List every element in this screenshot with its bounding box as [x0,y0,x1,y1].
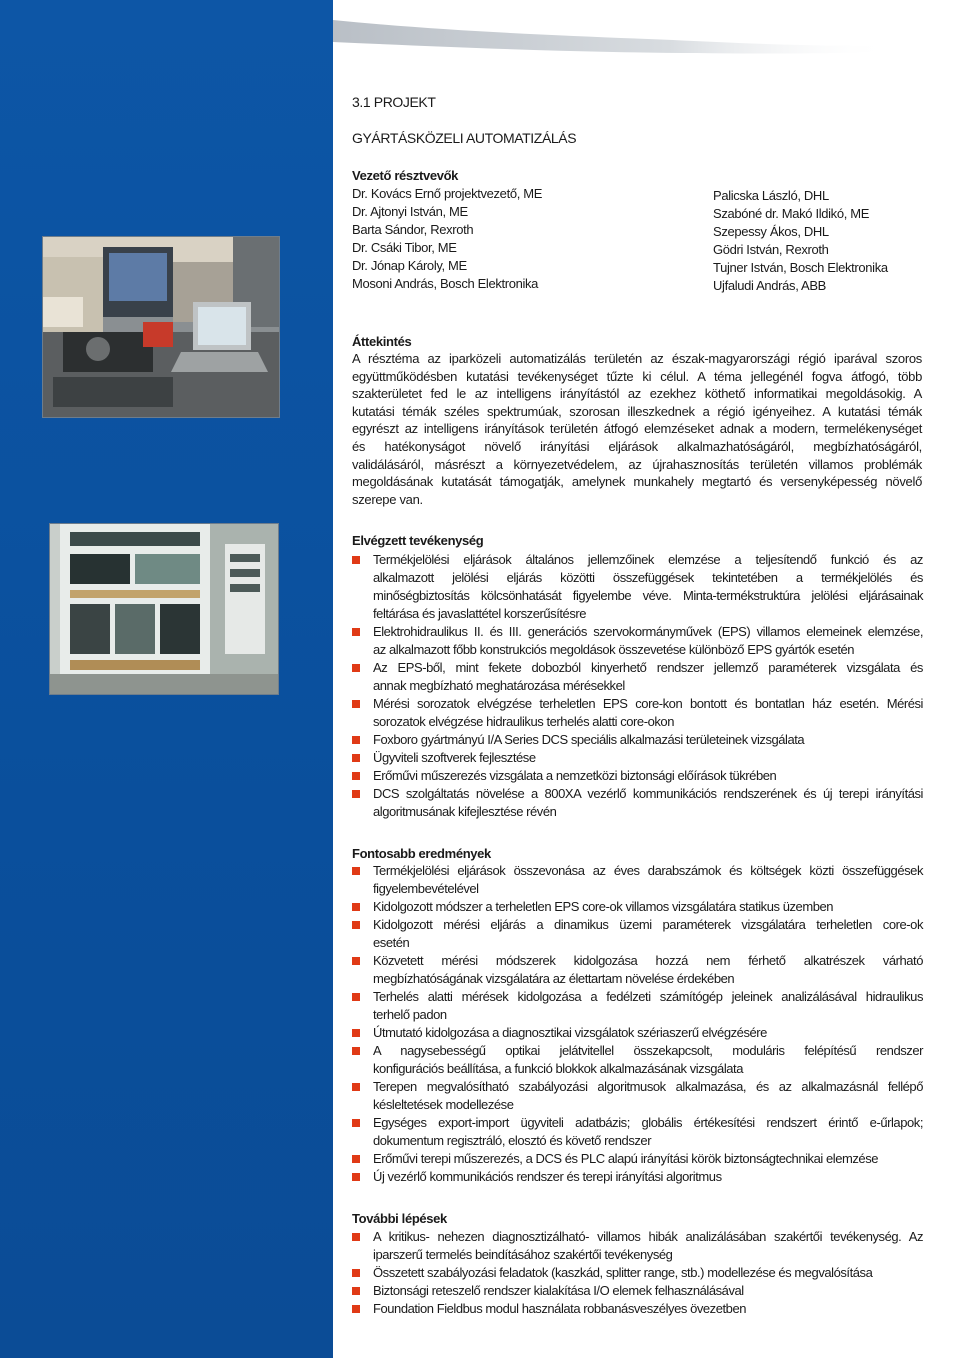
list-item-line [352,767,924,785]
red-square-bullet-icon [352,772,360,780]
list-item-text: Ügyviteli szoftverek fejlesztése [373,750,536,765]
control-cabinet-photo [49,523,279,695]
red-square-bullet-icon [352,556,360,564]
completed-list [352,551,924,821]
list-item-text: konfigurációs beállítása, a funkció blokkok alkalmazásának vizsgálata [373,1061,744,1076]
list-item-line [352,1300,924,1318]
list-item-line [352,623,924,641]
participant-name: Tujner István, Bosch Elektronika [713,260,888,275]
red-square-bullet-icon [352,1155,360,1163]
header-swoosh-decoration [333,0,960,60]
list-item-text: Termékjelölési eljárások általános jellemzőinek elemzése a teljesítendő funkció és az [373,552,923,567]
list-item-text: A kritikus- nehezen diagnosztizálható- villamos hibák analizálásában szakértői tevékenység. Az [373,1229,923,1244]
red-square-bullet-icon [352,790,360,798]
list-item-line [352,1132,924,1150]
list-item-line [352,970,924,988]
participants-heading: Vezető résztvevők [352,168,459,183]
overview-line: kutatási témák széles spektrumúak, szorosan illeszkednek a régió igényeihez. A kutatási témák [352,403,922,419]
list-item-text: annak megbízható meghatározása mérésekkel [373,678,625,693]
overview-line: szerepe van. [352,491,423,507]
list-item-text: Terhelés alatti mérések kidolgozása a fedélzeti számítógép jeleinek analizálásával hidraulikus [373,989,923,1004]
list-item-line [352,713,924,731]
list-item-line [352,988,924,1006]
list-item-text: iparszerű termelés beindításához szakértői tevékenység [373,1247,673,1262]
red-square-bullet-icon [352,754,360,762]
list-item-text: Útmutató kidolgozása a diagnosztikai vizsgálatok szériaszerű elvégzésére [373,1025,767,1040]
list-item-line [352,641,924,659]
list-item-text: A nagysebességű optikai jelátvitellel összekapcsolt, moduláris felépítésű rendszer [373,1043,923,1058]
red-square-bullet-icon [352,1233,360,1241]
list-item-line [352,785,924,803]
list-item-text: minőségbiztosítás kölcsönhatását figyelembe véve. Minta-termékstruktúra jelölési eljárásainak [373,588,923,603]
list-item-text: megbízhatóságának vizsgálatára az élettartam növelése érdekében [373,971,735,986]
list-item-line [352,677,924,695]
list-item-line [352,605,924,623]
overview-line: validálásáról, másrészt a környezetvédelem, az újrahasznosítás területén villamos problémák [352,456,922,472]
list-item-line [352,898,924,916]
list-item-line [352,1042,924,1060]
overview-line: A résztéma az iparközeli automatizálás területén az észak-magyarországi régió iparával szoros [352,351,922,366]
list-item-line [352,1246,924,1264]
next-steps-heading: További lépések [352,1211,447,1226]
red-square-bullet-icon [352,903,360,911]
participant-name: Palicska László, DHL [713,188,829,203]
list-item-text: Erőművi műszerezés vizsgálata a nemzetközi biztonsági előírások tükrében [373,768,777,783]
list-item-line [352,934,924,952]
red-square-bullet-icon [352,867,360,875]
list-item-text: Foxboro gyártmányú I/A Series DCS speciális alkalmazási területeinek vizsgálata [373,732,805,747]
list-item-text: késleltetések modellezése [373,1097,514,1112]
red-square-bullet-icon [352,1047,360,1055]
list-item-text: terhelő padon [373,1007,447,1022]
list-item-text: DCS szolgáltatás növelése a 800XA vezérlő kommunikációs rendszerének és új terepi irányítási [373,786,923,801]
participant-name: Gödri István, Rexroth [713,242,829,257]
list-item-line [352,1060,924,1078]
red-square-bullet-icon [352,1083,360,1091]
red-square-bullet-icon [352,1269,360,1277]
overview-line: egyrészt az intelligens irányítások területén átfogó elemzéseket adnak a modern, termelékenységet [352,421,922,437]
participant-name: Ujfaludi András, ABB [713,278,826,293]
red-square-bullet-icon [352,1305,360,1313]
red-square-bullet-icon [352,628,360,636]
list-item-line [352,1168,924,1186]
participant-name: Dr. Csáki Tibor, ME [352,240,457,255]
list-item-text: Termékjelölési eljárások összevonása az éves darabszámok és költségek közti összefüggések [373,863,923,878]
list-item-line [352,1096,924,1114]
list-item-line [352,1150,924,1168]
list-item-text: Kidolgozott módszer a terheletlen EPS core-ok villamos vizsgálatára statikus üzemben [373,899,834,914]
list-item-line [352,1228,924,1246]
list-item-text: feltárása és javaslattétel korszerűsítésre [373,606,587,621]
red-square-bullet-icon [352,664,360,672]
list-item-line [352,569,924,587]
list-item-line [352,880,924,898]
list-item-line [352,803,924,821]
participant-name: Dr. Kovács Ernő projektvezető, ME [352,186,543,201]
next-steps-list [352,1228,924,1318]
participant-name: Dr. Jónap Károly, ME [352,258,467,273]
red-square-bullet-icon [352,700,360,708]
list-item-text: Foundation Fieldbus modul használata robbanásveszélyes övezetben [373,1301,747,1316]
list-item-text: figyelembevételével [373,881,479,896]
list-item-line [352,1114,924,1132]
list-item-text: Új vezérlő kommunikációs rendszer és terepi irányítási algoritmus [373,1169,722,1184]
overview-line: és hatékonyságot növelő irányítási eljárások alkalmazhatóságáról, megbízhatóságáról, [352,438,922,454]
overview-line: együttműködésben kutatási tevékenységet tűzte ki célul. A téma jellegénél fogva átfogó, több [352,368,922,384]
red-square-bullet-icon [352,1029,360,1037]
list-item-text: Összetett szabályozási feladatok (kaszkád, splitter range, stb.) modellezése és megvalósítása [373,1265,873,1280]
list-item-text: Az EPS-ből, mint fekete dobozból kinyerhető rendszer jellemző paraméterek vizsgálata és [373,660,923,675]
list-item-line [352,1006,924,1024]
results-list [352,862,924,1186]
list-item-text: az alkalmazott főbb konstrukciós megoldások összevetése különböző EPS gyártók esetén [373,642,855,657]
red-square-bullet-icon [352,1287,360,1295]
list-item-text: alkalmazott jelölési eljárás közötti összefüggések tekintetében a termékjelölés és [373,570,923,585]
list-item-line [352,551,924,569]
completed-heading: Elvégzett tevékenység [352,533,484,548]
list-item-text: Erőművi terepi műszerezés, a DCS és PLC alapú irányítási körök biztonságtechnikai elemzése [373,1151,879,1166]
list-item-line [352,952,924,970]
red-square-bullet-icon [352,921,360,929]
list-item-text: algoritmusának kifejlesztése révén [373,804,557,819]
overview-paragraph [352,350,922,508]
list-item-text: Egységes export-import ügyviteli adatbázis; globális értékesítési rendszert érintő e-űrlapok; [373,1115,923,1130]
list-item-line [352,1282,924,1300]
list-item-text: Közvetett mérési módszerek kidolgozása hozzá nem férhető alkatrészek várható [373,953,923,968]
list-item-line [352,749,924,767]
results-heading: Fontosabb eredmények [352,846,491,861]
overview-line: szakterületet fed le az intelligens irányítástól az ezekhez köthető informatikai megoldásokig. A [352,386,922,402]
list-item-line [352,916,924,934]
list-item-text: Mérési sorozatok elvégzése terheletlen EPS core-kon bontott és bontatlan ház esetén. Mérési [373,696,923,711]
list-item-line [352,1264,924,1282]
list-item-line [352,695,924,713]
list-item-text: sorozatok elvégzése hidraulikus terhelés alatti core-okon [373,714,674,729]
participant-name: Mosoni András, Bosch Elektronika [352,276,539,291]
list-item-line [352,659,924,677]
list-item-text: dokumentum regisztráló, elosztó és követő rendszer [373,1133,652,1148]
list-item-text: Kidolgozott mérési eljárás a dinamikus üzemi paraméterek vizsgálatára terheletlen core-ok [373,917,923,932]
list-item-text: Biztonsági reteszelő rendszer kialakítása I/O elemek felhasználásával [373,1283,744,1298]
participant-name: Szabóné dr. Makó Ildikó, ME [713,206,870,221]
participants-left-column [352,185,542,293]
red-square-bullet-icon [352,1173,360,1181]
project-title: GYÁRTÁSKÖZELI AUTOMATIZÁLÁS [352,130,577,146]
participant-name: Barta Sándor, Rexroth [352,222,474,237]
list-item-line [352,1024,924,1042]
red-square-bullet-icon [352,736,360,744]
list-item-line [352,587,924,605]
red-square-bullet-icon [352,957,360,965]
list-item-text: Terepen megvalósítható szabályozási algoritmusok alkalmazása, és az alkalmazásnál fellépő [373,1079,923,1094]
participants-right-column [713,187,888,295]
list-item-text: Elektrohidraulikus II. és III. generációs szervokormányművek (EPS) villamos elemeinek elemzése, [373,624,923,639]
red-square-bullet-icon [352,993,360,1001]
participant-name: Dr. Ajtonyi István, ME [352,204,468,219]
list-item-line [352,1078,924,1096]
overview-line: megoldásának kutatását támogatják, amelynek munkahely megtartó és versenyképesség növelő [352,474,922,490]
red-square-bullet-icon [352,1119,360,1127]
overview-heading: Áttekintés [352,334,412,349]
project-number: 3.1 PROJEKT [352,94,436,110]
list-item-text: esetén [373,935,410,950]
participant-name: Szepessy Ákos, DHL [713,224,829,239]
list-item-line [352,731,924,749]
list-item-line [352,862,924,880]
lab-equipment-photo [42,236,280,418]
